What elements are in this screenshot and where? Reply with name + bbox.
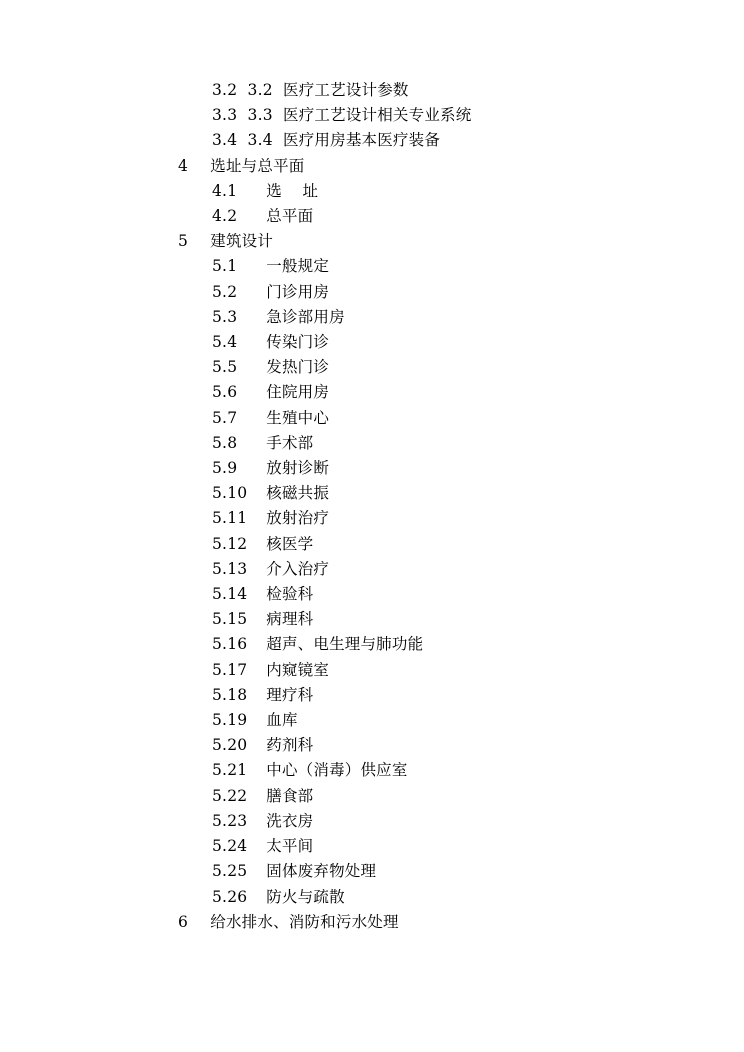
toc-entry-title: 生殖中心 [266,408,330,427]
toc-entry-title: 住院用房 [266,383,330,402]
toc-entry-number: 5.20 [212,736,248,755]
toc-entry [60,557,684,582]
toc-entry-title: 血库 [266,711,298,730]
toc-entry-title: 膳食部 [266,786,314,805]
toc-entry-title: 理疗科 [266,685,314,704]
toc-entry [60,859,684,884]
toc-entry-title: 太平间 [266,837,314,856]
toc-entry [60,809,684,834]
toc-entry-number: 5.19 [212,711,248,730]
toc-entry-number: 5.25 [212,862,248,881]
toc-entry-title: 放射诊断 [266,459,330,478]
toc-entry-number: 5.3 [212,307,238,326]
toc-entry-title: 建筑设计 [210,232,274,251]
toc-entry-number: 5 [178,232,189,251]
toc-entry-number: 5.22 [212,786,248,805]
toc-entry [60,910,684,935]
toc-entry-title: 医疗工艺设计相关专业系统 [283,106,472,125]
toc-entry-title: 手术部 [266,433,314,452]
toc-entry-title: 病理科 [266,610,314,629]
toc-entry [60,784,684,809]
toc-entry-number: 6 [178,912,189,931]
toc-entry-number: 5.17 [212,660,248,679]
toc-entry-title: 医疗用房基本医疗装备 [283,131,441,150]
toc-entry [60,305,684,330]
toc-entry-title: 总平面 [266,207,314,226]
toc-entry-title: 药剂科 [266,736,314,755]
toc-entry-title: 介入治疗 [266,559,330,578]
toc-entry-number: 5.16 [212,635,248,654]
toc-entry-title: 核医学 [266,534,314,553]
toc-entry [60,506,684,531]
toc-entry-number: 5.9 [212,459,238,478]
toc-entry-title: 检验科 [266,585,314,604]
toc-entry-title: 内窥镜室 [266,660,330,679]
toc-entry [60,128,684,153]
toc-entry-number: 5.18 [212,685,248,704]
toc-entry [60,254,684,279]
toc-entry [60,708,684,733]
toc-entry-number: 5.4 [212,333,238,352]
toc-entry [60,179,684,204]
toc-entry [60,355,684,380]
toc-entry-number: 3.3 3.3 [212,106,273,125]
toc-entry [60,885,684,910]
toc-entry-number: 4 [178,156,189,175]
toc-entry [60,683,684,708]
toc-entry-number: 5.21 [212,761,248,780]
toc-entry-title: 急诊部用房 [266,307,345,326]
toc-entry-number: 4.1 [212,181,238,200]
toc-entry-number: 5.26 [212,887,248,906]
toc-entry-title: 传染门诊 [266,333,330,352]
toc-entry-title: 一般规定 [266,257,330,276]
toc-entry [60,229,684,254]
toc-entry-number: 3.2 3.2 [212,81,273,99]
toc-entry [60,481,684,506]
toc-entry-title: 中心（消毒）供应室 [266,761,408,780]
toc-entry-number: 5.14 [212,585,248,604]
toc-entry [60,733,684,758]
toc-entry [60,380,684,405]
toc-entry-number: 5.6 [212,383,238,402]
toc-entry [60,758,684,783]
toc-entry-number: 3.4 3.4 [212,131,273,150]
toc-entry [60,406,684,431]
toc-entry-number: 5.5 [212,358,238,377]
toc-entry [60,658,684,683]
toc-entry [60,154,684,179]
toc-entry [60,103,684,128]
table-of-contents [60,78,684,935]
toc-entry [60,78,684,103]
toc-entry-number: 5.11 [212,509,248,528]
toc-entry-number: 5.24 [212,837,248,856]
toc-entry-number: 4.2 [212,207,238,226]
toc-entry [60,204,684,229]
toc-entry [60,280,684,305]
toc-entry-number: 5.2 [212,282,238,301]
toc-entry [60,632,684,657]
toc-entry-number: 5.12 [212,534,248,553]
toc-entry [60,607,684,632]
toc-entry-title: 给水排水、消防和污水处理 [210,912,399,931]
toc-entry [60,834,684,859]
toc-entry [60,330,684,355]
toc-entry [60,456,684,481]
toc-entry-number: 5.8 [212,433,238,452]
toc-entry-title: 发热门诊 [266,358,330,377]
toc-entry-title: 医疗工艺设计参数 [283,81,409,99]
toc-entry-title: 门诊用房 [266,282,330,301]
toc-entry [60,532,684,557]
toc-entry-title: 核磁共振 [266,484,330,503]
toc-entry-number: 5.13 [212,559,248,578]
toc-entry-number: 5.10 [212,484,248,503]
toc-entry-title: 选址与总平面 [210,156,305,175]
toc-entry-number: 5.1 [212,257,238,276]
toc-entry [60,431,684,456]
toc-entry-number: 5.23 [212,811,248,830]
toc-entry-number: 5.7 [212,408,238,427]
toc-entry-title: 选 址 [266,181,319,200]
toc-entry [60,582,684,607]
toc-entry-title: 放射治疗 [266,509,330,528]
toc-entry-title: 防火与疏散 [266,887,345,906]
toc-entry-title: 超声、电生理与肺功能 [266,635,424,654]
toc-entry-title: 洗衣房 [266,811,314,830]
toc-entry-title: 固体废弃物处理 [266,862,377,881]
toc-entry-number: 5.15 [212,610,248,629]
